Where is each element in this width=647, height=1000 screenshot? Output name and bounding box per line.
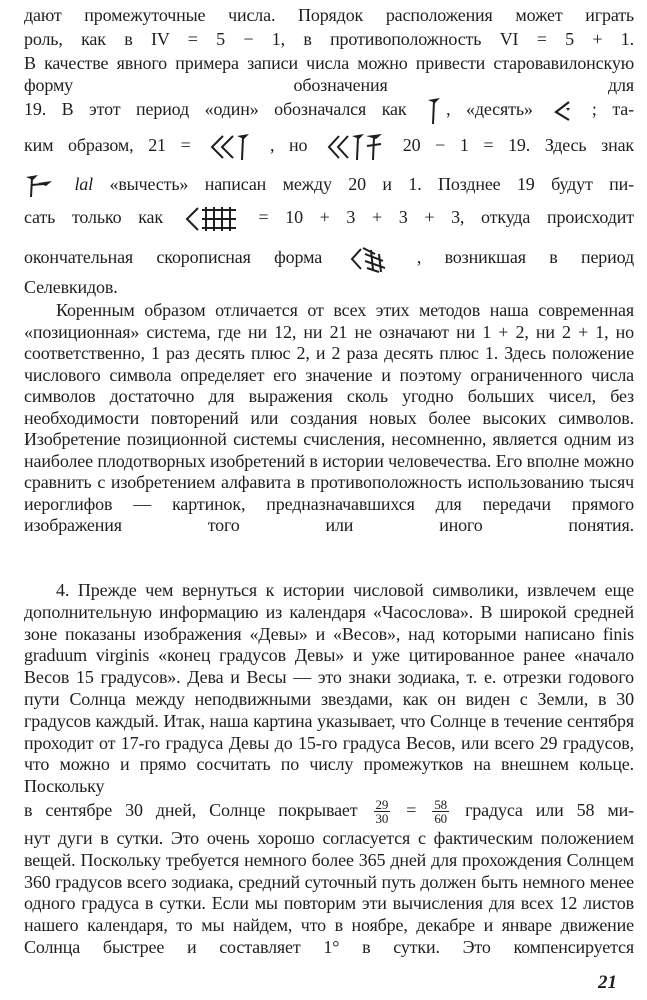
text-line: роль, как в IV = 5 − 1, в противоположность VI = 5 + 1. [24,29,634,49]
text-line [24,240,634,274]
text-fragment: = 10 + 3 + 3 + 3, откуда происходит [258,207,634,227]
text-fragment: окончательная скорописная форма [24,247,323,267]
cuneiform-nineteen-additive-icon [184,205,238,233]
fraction: $\frac{29}{30}$ [375,797,389,827]
text-line: 19. В этот период «один» обозначался как , «десять» ; та- [24,92,634,126]
fraction: $\frac{58}{60}$ [434,797,448,827]
cuneiform-nineteen-subtractive-icon [326,132,384,162]
text-fragment: lal [74,174,94,194]
cuneiform-cursive-nineteen-icon [349,244,389,274]
text-line [24,790,634,830]
cuneiform-twenty-one-icon [209,132,251,162]
text-fragment: «десять» [466,99,533,119]
cuneiform-one-icon [426,96,442,126]
text-line [24,200,634,234]
text-line: Селевкидов. [24,277,118,297]
text-line: дают промежуточные числа. Порядок расположения может играть [24,5,634,25]
text-fragment: «вычесть» написан между 20 и 1. Позднее 19 будут пи- [109,174,634,194]
paragraph: Коренным образом отличается от всех этих методов наша современная «позиционная» система, где ни 12, ни 21 не означают ни 1 + 2, ни 2 + 1, но соответственно, 1 раз десять плюс 2, и 2 раза десять плюс 1. Здесь положение числового символа определяет его значение и поэтому ограниченного числа символов достаточно для выражения сколь угодно больших чисел, без необходимости повторений или создания новых более высоких символов. Изобретение позиционной системы счисления, несомненно, является одним из наиболее плодотворных изобретений в истории человечества. Его вполне можно сравнить с изобретением алфавита в противоположность использованию тысяч иероглифов — картинок, предназначавшихся для передачи прямого изображения того или иного понятия. [24,300,634,535]
text-line: В качестве явного примера записи числа можно привести старовавилонскую форму обозначения для [24,53,634,95]
text-fragment: градуса или 58 ми- [465,800,634,820]
text-fragment: = [406,800,417,820]
text-fragment: 19. В этот период «один» обозначался как [24,99,407,119]
text-fragment: 20 − 1 = 19. Здесь знак [402,135,634,155]
page-number: 21 [598,972,617,993]
text-fragment: ; та- [591,99,634,119]
text-fragment: , возникшая в период [416,247,634,267]
paragraph: нут дуги в сутки. Это очень хорошо согласуется с фактическим положением вещей. Поскольку требуется немного более 365 дней для прохождения Солнцем 360 градусов всего зодиака, средний суточный путь должен быть немного менее одного градуса в сутки. Если мы повторим эти вычисления для всех 12 листов нашего календаря, то мы найдем, что в ноябре, декабре и январе движение Солнца быстрее и составляет 1° в сутки. Это компенсируется [24,828,634,957]
text-fragment: , но [270,135,308,155]
paragraph: 4. Прежде чем вернуться к истории числовой символики, извлечем еще дополнительную информацию из календаря «Часослова». В широкой средней зоне показаны изображения «Девы» и «Весов», над которыми написано finis graduum virginis «конец градусов Девы» и уже цитированное ранее «начало Весов 15 градусов». Дева и Весы — это знаки зодиака, т. е. отрезки годового пути Солнца между неподвижными звездами, как он виден с Земли, в 30 градусов каждый. Итак, наша картина указывает, что Солнце в течение сентября проходит от 17-го градуса Девы до 15-го градуса Весов, или всего 29 градусов, что можно и прямо сосчитать по числу промежутков на внешнем кольце. Поскольку [24,580,634,797]
text-line [24,128,634,162]
text-fragment: сать только как [24,207,163,227]
text-line [24,168,634,200]
text-fragment: ким образом, 21 = [24,135,191,155]
cuneiform-ten-icon [552,99,572,123]
text-fragment: в сентябре 30 дней, Солнце покрывает [24,800,358,820]
cuneiform-lal-sign-icon [24,173,54,199]
